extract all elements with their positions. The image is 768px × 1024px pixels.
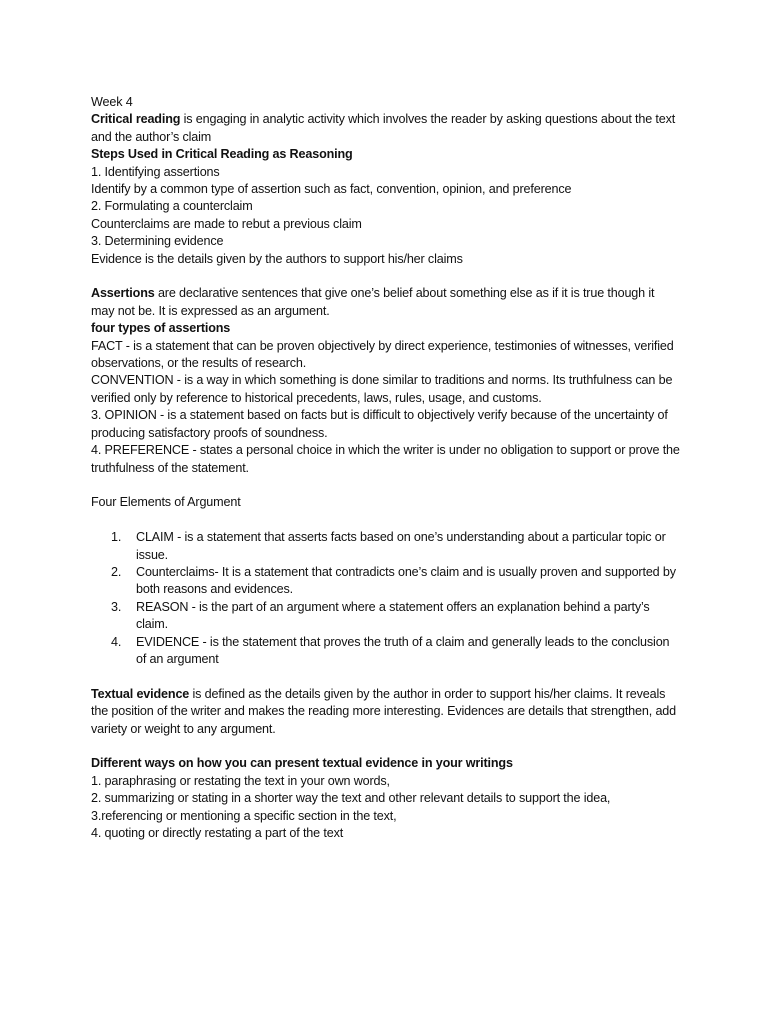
step-line: Counterclaims are made to rebut a previous claim [91,216,362,231]
list-item [91,634,681,669]
elements-heading: Four Elements of Argument [91,495,241,510]
textual-evidence-text: is defined as the details given by the author in order to support his/her claims. It reveals the position of the writer and makes the reading more interesting. Evidences are details that strengthen, add variety or weight to any argument. [91,686,677,736]
assertion-type: 3. OPINION - is a statement based on facts but is difficult to objectively verify because of the uncertainty of producing satisfactory proofs of soundness. [91,408,668,440]
week-heading: Week 4 [91,95,133,109]
document-page [91,94,681,842]
step-line: 3. Determining evidence [91,234,224,249]
spacer [91,268,681,285]
way-line: 3.referencing or mentioning a specific section in the text, [91,808,397,823]
step-line: 2. Formulating a counterclaim [91,199,253,214]
intro-text: is engaging in analytic activity which involves the reader by asking questions about the text and the author’s claim [91,112,676,144]
assertions-paragraph [91,285,681,320]
assertions-text: are declarative sentences that give one’s belief about something else as if it is true though it may not be. It is expressed as an argument. [91,286,655,318]
textual-evidence-term: Textual evidence [91,686,190,701]
way-line: 1. paraphrasing or restating the text in your own words, [91,773,390,788]
spacer [91,477,681,494]
step-line: 1. Identifying assertions [91,164,220,179]
ways-heading: Different ways on how you can present textual evidence in your writings [91,756,513,771]
list-item-number: 1. [111,530,122,545]
assertion-type: 4. PREFERENCE - states a personal choice in which the writer is under no obligation to support or prove the truthfulness of the statement. [91,443,680,475]
list-item-number: 4. [111,634,122,649]
types-heading: four types of assertions [91,321,231,336]
assertion-type: CONVENTION - is a way in which something is done similar to traditions and norms. Its truthfulness can be verified only by reference to historical precedents, laws, rules, usage, and customs. [91,373,673,405]
steps-heading: Steps Used in Critical Reading as Reasoning [91,147,353,162]
list-item-number: 2. [111,564,122,579]
intro-term: Critical reading [91,112,181,127]
way-line: 2. summarizing or stating in a shorter way the text and other relevant details to support the idea, [91,791,611,806]
elements-list [91,529,681,668]
intro-paragraph [91,111,681,146]
list-item [91,599,681,634]
list-item [91,564,681,599]
textual-evidence-paragraph [91,686,681,738]
list-item [91,529,681,564]
list-item-text: EVIDENCE - is the statement that proves the truth of a claim and generally leads to the conclusion of an argument [136,634,670,666]
assertions-term: Assertions [91,286,155,301]
list-item-text: CLAIM - is a statement that asserts facts based on one’s understanding about a particular topic or issue. [136,530,666,562]
spacer [91,512,681,529]
list-item-number: 3. [111,599,122,614]
list-item-text: REASON - is the part of an argument where a statement offers an explanation behind a party’s claim. [136,599,650,632]
spacer [91,738,681,755]
list-item-text: Counterclaims- It is a statement that contradicts one’s claim and is usually proven and supported by both reasons and evidences. [136,564,676,597]
way-line: 4. quoting or directly restating a part of the text [91,825,344,840]
step-line: Identify by a common type of assertion such as fact, convention, opinion, and preference [91,182,572,197]
step-line: Evidence is the details given by the authors to support his/her claims [91,251,463,266]
spacer [91,668,681,685]
assertion-type: FACT - is a statement that can be proven objectively by direct experience, testimonies of witnesses, verified observations, or the results of research. [91,338,674,371]
